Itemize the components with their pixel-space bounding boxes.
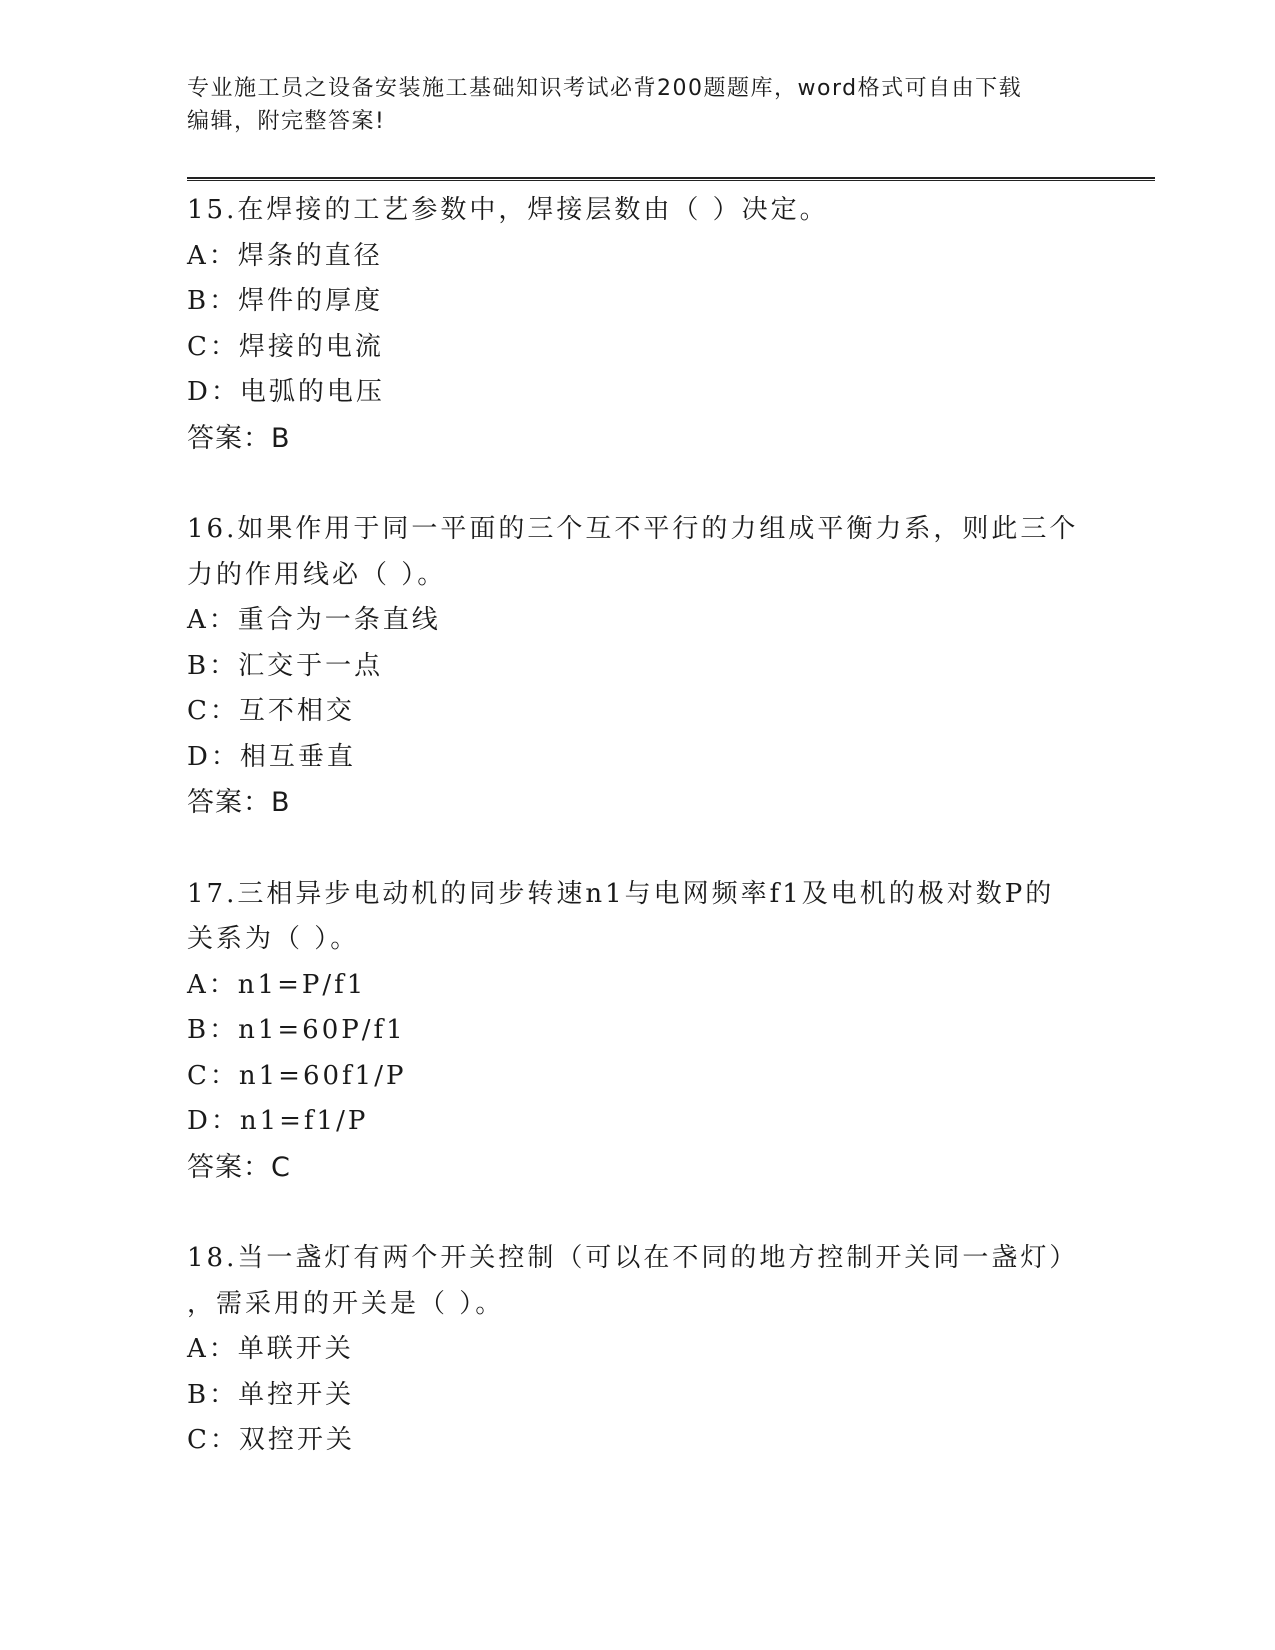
option-c: C：n1=60f1/P	[187, 1060, 407, 1091]
option-c: C：焊接的电流	[187, 331, 384, 362]
question-16	[187, 507, 1087, 826]
answer-line: 答案：C	[187, 1151, 291, 1183]
header-divider	[187, 177, 1155, 181]
question-stem-line: ，需采用的开关是（ ）。	[187, 1288, 505, 1319]
answer-line: 答案：B	[187, 787, 291, 818]
option-a: A：n1=P/f1	[187, 969, 367, 1000]
option-a: A：单联开关	[187, 1334, 354, 1364]
question-17	[187, 872, 1087, 1191]
question-stem-line: 17.三相异步电动机的同步转速n1与电网频率f1及电机的极对数P的	[187, 878, 1055, 909]
question-18	[187, 1236, 1087, 1464]
header-line-2: 编辑，附完整答案!	[187, 109, 386, 134]
document-header	[187, 72, 1067, 138]
option-d: D：n1=f1/P	[187, 1106, 369, 1136]
option-b: B：汇交于一点	[187, 650, 384, 681]
question-stem-line: 16.如果作用于同一平面的三个互不平行的力组成平衡力系，则此三个	[187, 514, 1079, 544]
question-stem-line: 15.在焊接的工艺参数中，焊接层数由（ ）决定。	[187, 195, 829, 225]
question-stem-line: 18.当一盏灯有两个开关控制（可以在不同的地方控制开关同一盏灯）	[187, 1243, 1079, 1273]
option-a: A：焊条的直径	[187, 240, 383, 271]
option-b: B：n1=60P/f1	[187, 1015, 406, 1045]
question-stem-line: 力的作用线必（ ）。	[187, 559, 447, 590]
question-list	[187, 188, 1087, 1510]
option-b: B：单控开关	[187, 1379, 355, 1410]
question-15	[187, 188, 1087, 461]
option-a: A：重合为一条直线	[187, 605, 441, 635]
option-b: B：焊件的厚度	[187, 286, 384, 316]
answer-line: 答案：B	[187, 422, 291, 454]
question-stem-line: 关系为（ ）。	[187, 924, 360, 954]
option-d: D：电弧的电压	[187, 377, 385, 407]
header-line-1: 专业施工员之设备安装施工基础知识考试必背200题题库，word格式可自由下载	[187, 76, 1023, 101]
option-c: C：双控开关	[187, 1425, 355, 1455]
option-c: C：互不相交	[187, 696, 355, 726]
option-d: D：相互垂直	[187, 741, 356, 772]
